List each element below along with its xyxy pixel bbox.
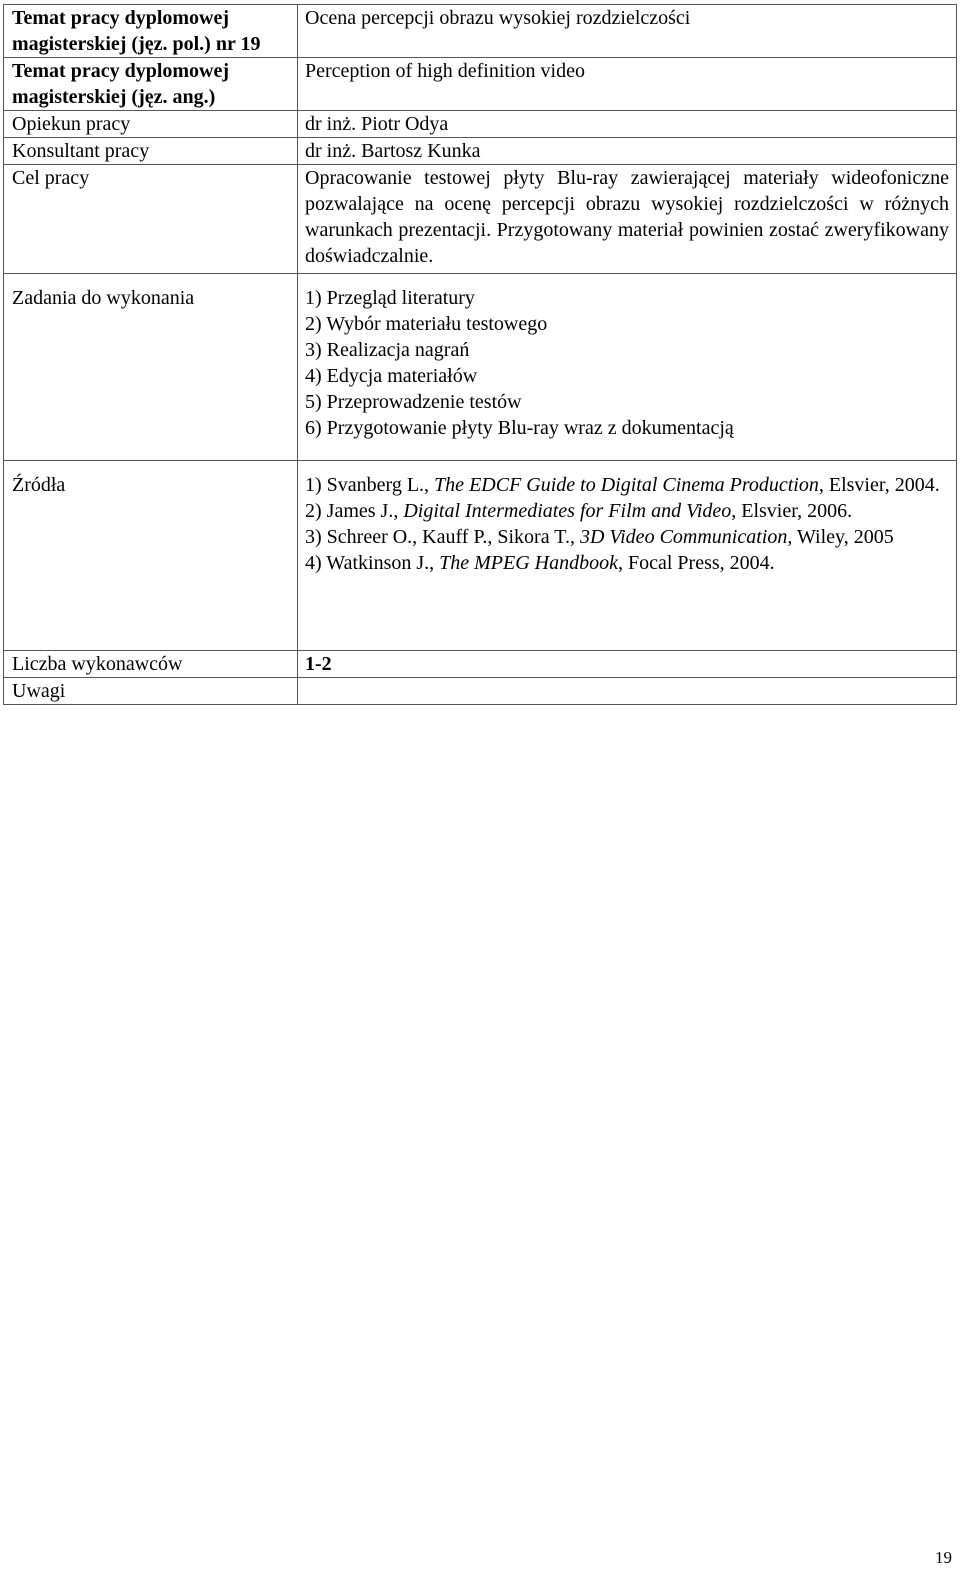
row-title-pl: [4, 5, 957, 58]
supervisor-value: dr inż. Piotr Odya: [298, 111, 957, 138]
title-pl-label: Temat pracy dyplomowej magisterskiej (jęz. pol.) nr 19: [4, 5, 298, 58]
task-item: 4) Edycja materiałów: [305, 365, 478, 387]
row-tasks: [4, 274, 957, 461]
supervisor-label: Opiekun pracy: [4, 111, 298, 138]
row-title-en: [4, 58, 957, 111]
source-publisher: , Elsvier, 2006.: [731, 500, 853, 522]
performers-value: 1-2: [298, 651, 957, 678]
source-item: [305, 498, 949, 524]
row-goal: [4, 165, 957, 274]
task-item: 2) Wybór materiału testowego: [305, 313, 548, 335]
title-pl-value: Ocena percepcji obrazu wysokiej rozdzielczości: [298, 5, 957, 58]
title-en-label: Temat pracy dyplomowej magisterskiej (jęz. ang.): [4, 58, 298, 111]
task-item: 1) Przegląd literatury: [305, 287, 475, 309]
source-title: The EDCF Guide to Digital Cinema Production: [434, 474, 819, 496]
source-item: [305, 550, 949, 576]
performers-label: Liczba wykonawców: [4, 651, 298, 678]
source-title: 3D Video Communication: [579, 526, 788, 548]
row-notes: [4, 678, 957, 705]
goal-label: Cel pracy: [4, 165, 298, 274]
task-item: 3) Realizacja nagrań: [305, 339, 470, 361]
sources-label: Źródła: [12, 474, 66, 496]
source-authors: 4) Watkinson J.,: [305, 552, 440, 574]
source-authors: 1) Svanberg L.,: [305, 474, 435, 496]
task-item: 5) Przeprowadzenie testów: [305, 391, 522, 413]
thesis-topic-form: [3, 4, 957, 705]
row-sources: [4, 461, 957, 651]
tasks-label: Zadania do wykonania: [12, 287, 195, 309]
source-authors: 3) Schreer O., Kauff P., Sikora T.,: [305, 526, 580, 548]
source-title: Digital Intermediates for Film and Video: [403, 500, 732, 522]
row-supervisor: [4, 111, 957, 138]
source-title: The MPEG Handbook: [439, 552, 618, 574]
source-publisher: , Elsvier, 2004.: [818, 474, 940, 496]
consultant-label: Konsultant pracy: [4, 138, 298, 165]
title-en-value: Perception of high definition video: [298, 58, 957, 111]
tasks-list: [305, 285, 949, 441]
source-authors: 2) James J.,: [305, 500, 404, 522]
notes-value: [298, 678, 957, 705]
goal-value: Opracowanie testowej płyty Blu-ray zawierającej materiały wideofoniczne pozwalające na ocenę percepcji obrazu wysokiej rozdzielczości w różnych warunkach prezentacji. Przygotowany materiał powinien zostać zweryfikowany doświadczalnie.: [298, 165, 957, 274]
row-performers: [4, 651, 957, 678]
source-item: [305, 472, 949, 498]
source-item: [305, 524, 949, 550]
source-publisher: , Focal Press, 2004.: [618, 552, 775, 574]
notes-label: Uwagi: [4, 678, 298, 705]
source-publisher: , Wiley, 2005: [787, 526, 894, 548]
row-consultant: [4, 138, 957, 165]
sources-list: [305, 472, 949, 576]
consultant-value: dr inż. Bartosz Kunka: [298, 138, 957, 165]
page-number: 19: [935, 1548, 952, 1567]
task-item: 6) Przygotowanie płyty Blu-ray wraz z dokumentacją: [305, 417, 734, 439]
